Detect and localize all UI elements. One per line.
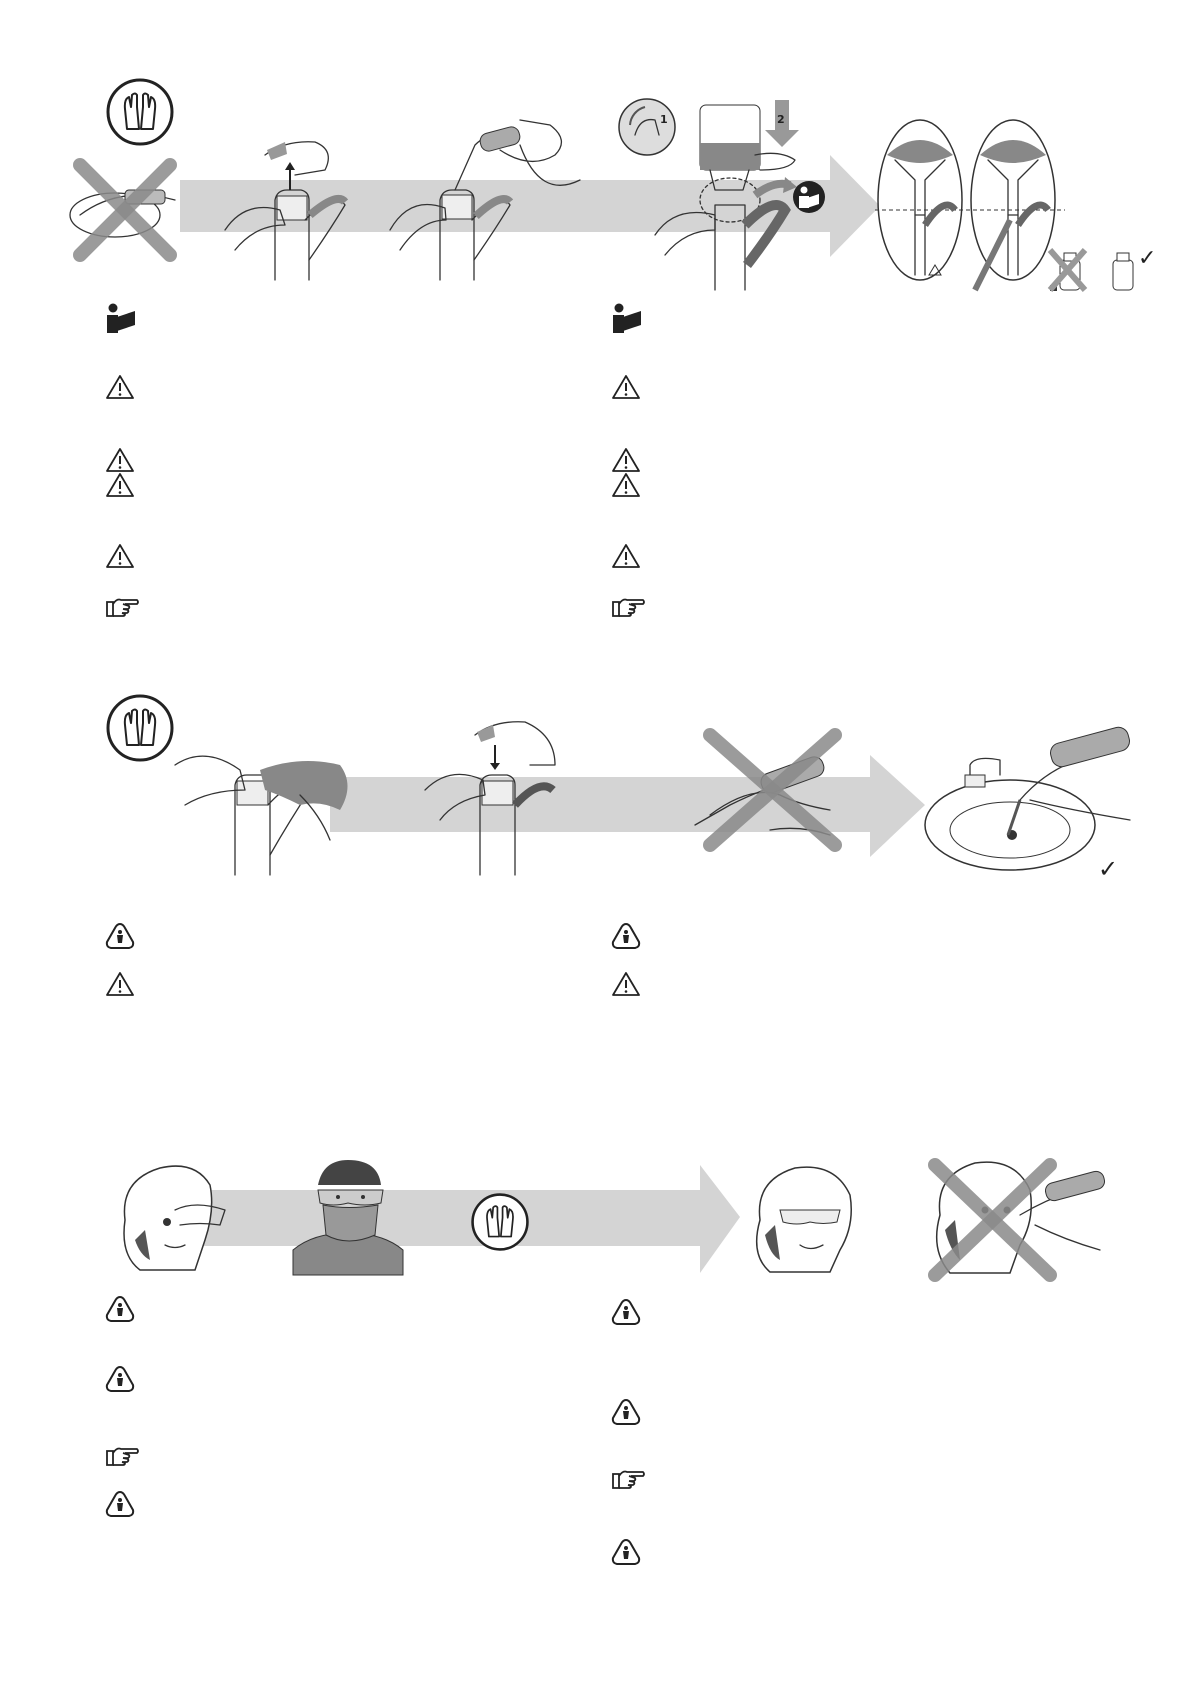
read-manual-icon — [611, 303, 643, 333]
illustration-patient-glasses — [745, 1160, 865, 1275]
illustration-patient-eye-wash — [115, 1160, 235, 1275]
caution-person-icon — [105, 1490, 135, 1518]
illustration-fill-level — [875, 115, 1065, 290]
warning-triangle-icon — [105, 472, 135, 498]
caution-person-icon — [611, 922, 641, 950]
warning-triangle-icon — [611, 447, 641, 473]
pointing-hand-icon — [105, 1443, 139, 1467]
gloves-icon — [105, 77, 175, 147]
pointing-hand-icon — [611, 594, 645, 618]
warning-triangle-icon — [105, 971, 135, 997]
gloves-icon — [105, 693, 175, 763]
illustration-crossed-handpiece — [60, 155, 190, 265]
read-manual-badge-icon — [792, 180, 826, 214]
warning-triangle-icon — [105, 374, 135, 400]
caution-person-icon — [105, 1365, 135, 1393]
warning-triangle-icon — [611, 543, 641, 569]
illustration-operator-protection — [293, 1155, 403, 1275]
warning-triangle-icon — [611, 472, 641, 498]
check-mark: ✓ — [1098, 855, 1119, 883]
illustration-crossed-no-glasses — [925, 1155, 1110, 1280]
read-manual-icon — [105, 303, 137, 333]
illustration-remove-cap — [205, 130, 365, 290]
caution-person-icon — [611, 1298, 641, 1326]
caution-person-icon — [105, 922, 135, 950]
caution-person-icon — [105, 1295, 135, 1323]
check-mark: ✓ — [1138, 246, 1157, 271]
protect-arrow-band — [150, 1165, 740, 1285]
illustration-replace-cap — [415, 710, 575, 875]
pointing-hand-icon — [105, 594, 139, 618]
warning-triangle-icon — [611, 374, 641, 400]
step-1-label: 1 — [660, 113, 668, 126]
caution-person-icon — [611, 1398, 641, 1426]
illustration-air-syringe — [380, 120, 580, 290]
gloves-icon — [470, 1192, 530, 1252]
warning-triangle-icon — [105, 543, 135, 569]
illustration-crossed-handpiece-hold — [690, 725, 850, 855]
step-2-label: 2 — [777, 113, 785, 126]
caution-person-icon — [611, 1538, 641, 1566]
illustration-wipe-cartridge — [170, 745, 360, 875]
warning-triangle-icon — [611, 971, 641, 997]
pointing-hand-icon — [611, 1466, 645, 1490]
warning-triangle-icon — [105, 447, 135, 473]
